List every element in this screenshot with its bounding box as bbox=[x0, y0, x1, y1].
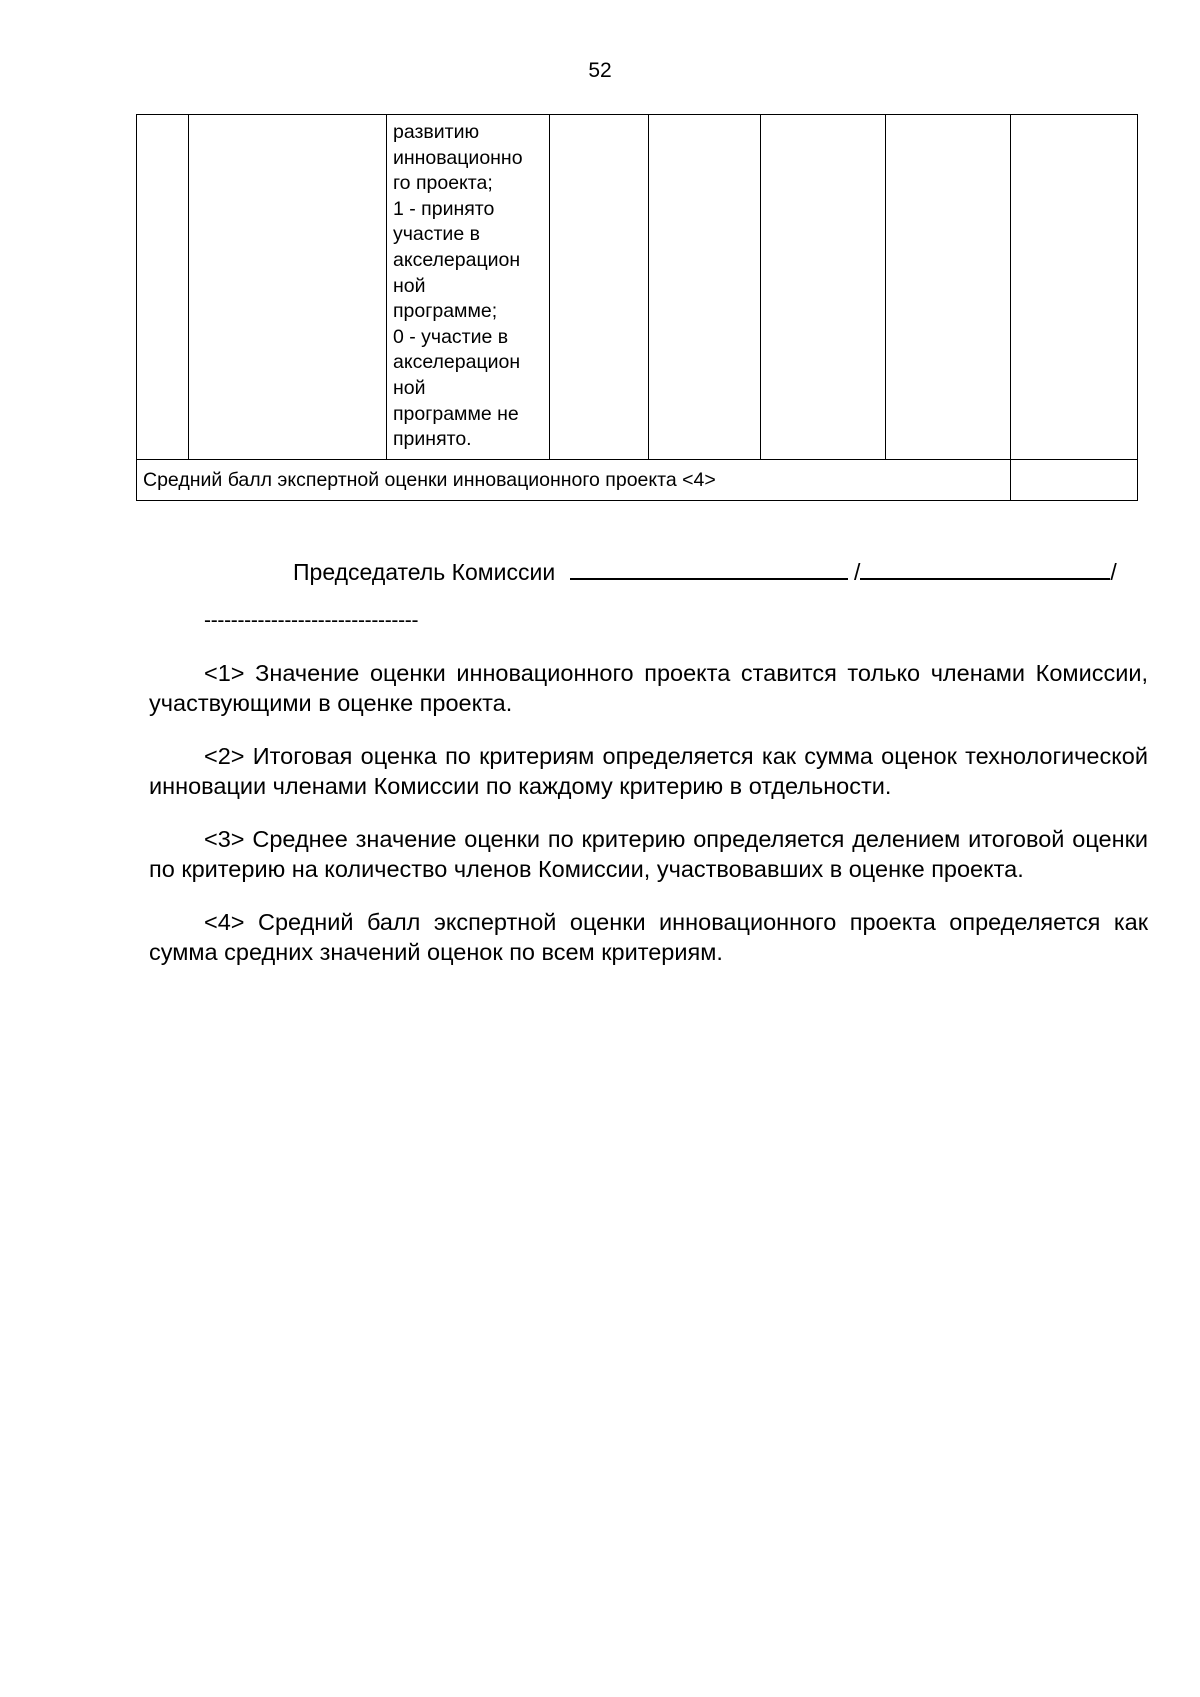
criteria-line: программе не bbox=[393, 402, 519, 425]
footnote-separator: -------------------------------- bbox=[204, 609, 419, 632]
criteria-line: ной bbox=[393, 376, 426, 399]
footnote-3: <3> Среднее значение оценки по критерию определяется делением итоговой оценки по критерию на количество членов Комиссии, участвовавших в оценке проекта. bbox=[149, 826, 1148, 882]
table-cell-total-score bbox=[886, 115, 1011, 460]
signature-separator: / bbox=[853, 559, 861, 585]
criteria-line: программе; bbox=[393, 300, 498, 323]
criteria-line: акселерацион bbox=[393, 248, 521, 271]
criteria-line: инновационно bbox=[393, 146, 523, 169]
footnote-1: <1> Значение оценки инновационного проекта ставится только членами Комиссии, участвующими в оценке проекта. bbox=[149, 660, 1148, 716]
evaluation-table bbox=[136, 114, 1138, 501]
page-number: 52 bbox=[588, 59, 612, 82]
criteria-line: го проекта; bbox=[393, 172, 493, 195]
table-row-summary bbox=[137, 459, 1138, 500]
criteria-line: акселерацион bbox=[393, 351, 521, 374]
criteria-line: 1 - принято bbox=[393, 197, 495, 220]
footnotes bbox=[149, 658, 1148, 990]
summary-label: Средний балл экспертной оценки инновационного проекта <4> bbox=[137, 459, 1011, 500]
summary-value-cell bbox=[1011, 459, 1138, 500]
chairman-label: Председатель Комиссии bbox=[293, 559, 556, 585]
footnote-4: <4> Средний балл экспертной оценки инновационного проекта определяется как сумма средних значений оценок по всем критериям. bbox=[149, 909, 1148, 965]
name-line bbox=[860, 556, 1110, 580]
criteria-line: 0 - участие в bbox=[393, 325, 509, 348]
signature-end: / bbox=[1110, 559, 1117, 585]
chairman-signature-block bbox=[293, 556, 1117, 587]
signature-line bbox=[570, 556, 848, 580]
criteria-line: ной bbox=[393, 274, 426, 297]
footnote-2: <2> Итоговая оценка по критериям определяется как сумма оценок технологической инновации членами Комиссии по каждому критерию в отдельности. bbox=[149, 743, 1148, 799]
table-cell-criterion-name bbox=[189, 115, 387, 460]
criteria-line: участие в bbox=[393, 223, 480, 246]
table-cell-member-score bbox=[649, 115, 761, 460]
table-cell-average-score bbox=[1011, 115, 1138, 460]
table-cell-scoring-description bbox=[387, 115, 550, 460]
criteria-line: принято. bbox=[393, 428, 472, 451]
criteria-line: развитию bbox=[393, 121, 480, 143]
table-cell-number bbox=[137, 115, 189, 460]
table-cell-member-score bbox=[550, 115, 649, 460]
table-cell-member-score bbox=[761, 115, 886, 460]
table-row-criteria bbox=[137, 115, 1138, 460]
